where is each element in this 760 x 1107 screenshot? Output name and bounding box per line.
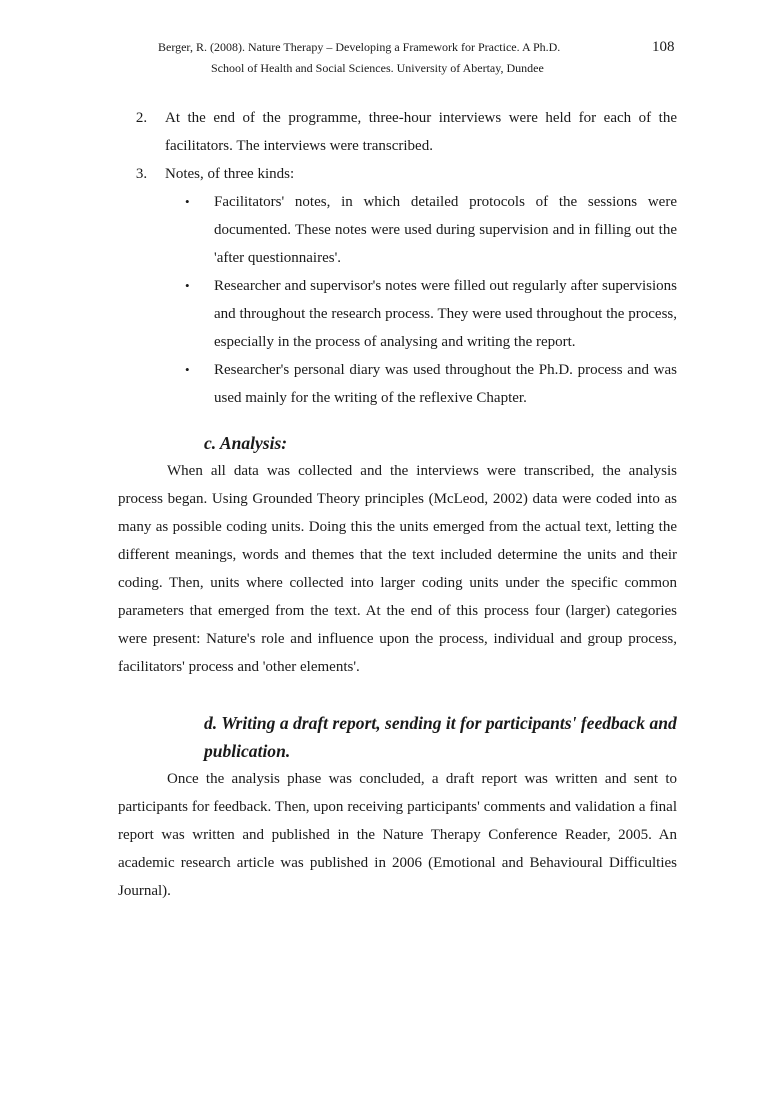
bullet-list: [165, 188, 677, 412]
bullet-icon: •: [185, 194, 190, 209]
bullet-text: Researcher's personal diary was used throughout the Ph.D. process and was used mainly for the writing of the reflexive Chapter.: [214, 362, 677, 406]
header-citation-line1: Berger, R. (2008). Nature Therapy – Developing a Framework for Practice. A Ph.D.: [158, 40, 561, 54]
bullet-text: Researcher and supervisor's notes were filled out regularly after supervisions and throughout the research process. They were used throughout the process, especially in the process of analysing and writing the report.: [214, 278, 677, 350]
header-citation-line2: School of Health and Social Sciences. University of Abertay, Dundee: [211, 61, 544, 75]
list-item-text: Notes, of three kinds:: [165, 166, 295, 182]
list-item-number: 3.: [135, 166, 148, 182]
bullet-icon: •: [185, 278, 190, 293]
bullet-item: [185, 188, 677, 272]
bullet-icon: •: [185, 362, 190, 377]
bullet-item: [185, 272, 677, 356]
list-item-number: 2.: [135, 110, 148, 126]
bullet-text: Facilitators' notes, in which detailed protocols of the sessions were documented. These notes were used during supervision and in filling out the 'after questionnaires'.: [214, 194, 677, 266]
section-d-heading: d. Writing a draft report, sending it for participants' feedback and publication.: [204, 713, 677, 761]
page-body: [118, 104, 677, 905]
section-c-paragraph: When all data was collected and the interviews were transcribed, the analysis process began. Using Grounded Theory principles (McLeod, 2002) data were coded into as many as possible coding units. Doing this the units emerged from the actual text, letting the different meanings, words and themes that the text included determine the units and their coding. Then, units where collected into larger coding units under the specific common parameters that emerged from the text. At the end of this process four (larger) categories were present: Nature's role and influence upon the process, individual and group process, facilitators' process and 'other elements'.: [118, 463, 677, 675]
section-d-paragraph: Once the analysis phase was concluded, a draft report was written and sent to participants for feedback. Then, upon receiving participants' comments and validation a final report was written and published in the Nature Therapy Conference Reader, 2005. An academic research article was published in 2006 (Emotional and Behavioural Difficulties Journal).: [118, 771, 677, 899]
bullet-item: [185, 356, 677, 412]
list-item: [135, 160, 677, 412]
list-item-text: At the end of the programme, three-hour interviews were held for each of the facilitators. The interviews were transcribed.: [165, 110, 677, 154]
page-number: 108: [652, 39, 675, 55]
numbered-list: [118, 104, 677, 412]
list-item: [135, 104, 677, 160]
section-c-heading: c. Analysis:: [204, 433, 288, 453]
